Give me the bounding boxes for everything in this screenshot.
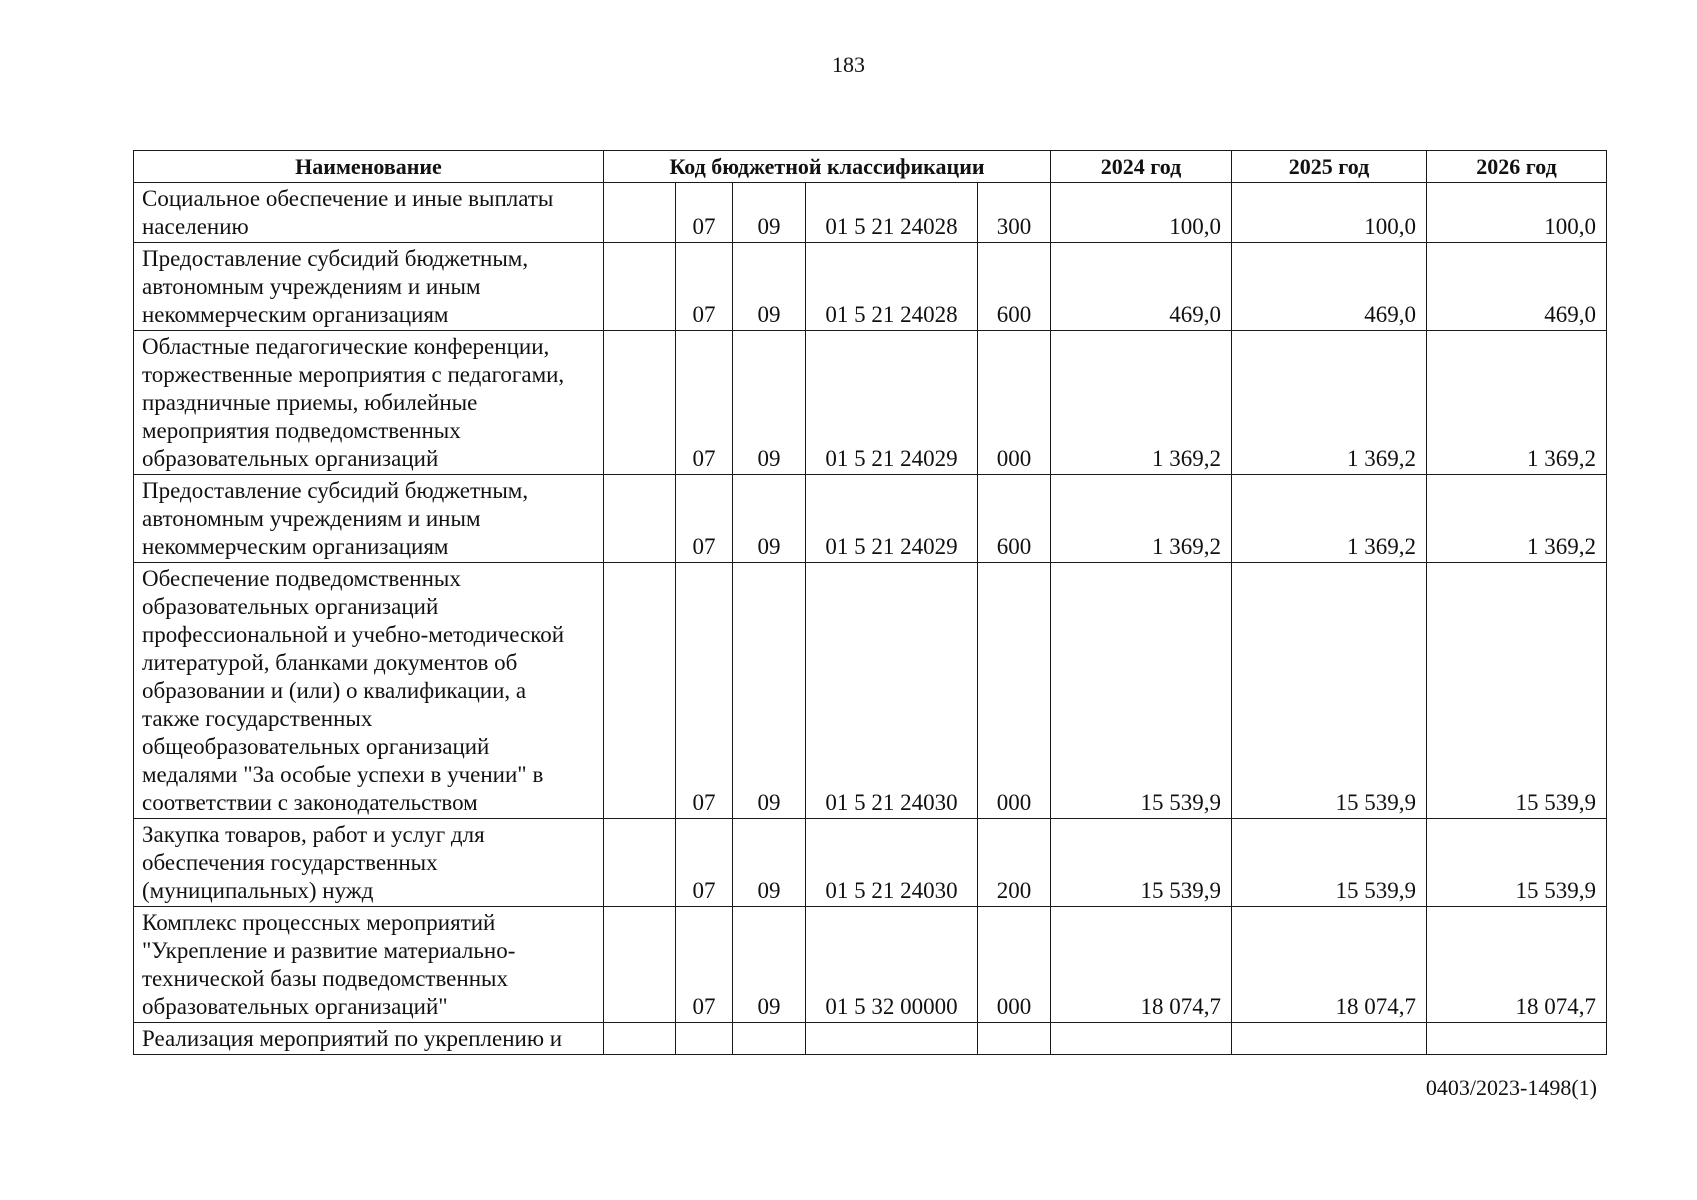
document-code: 0403/2023-1498(1) <box>1425 1075 1597 1100</box>
row-name-line: Реализация мероприятий по укреплению и <box>142 1026 563 1051</box>
row-subsection-code <box>733 1023 806 1055</box>
row-name-line: Предоставление субсидий бюджетным, <box>142 478 529 503</box>
row-name-line: соответствии с законодательством <box>142 790 478 815</box>
row-subsection-code: 09 <box>733 331 806 475</box>
row-value-2024: 469,0 <box>1051 243 1232 331</box>
row-code-spacer <box>604 331 676 475</box>
row-name-line: некоммерческим организациям <box>142 302 449 327</box>
row-subsection-code: 09 <box>733 183 806 243</box>
row-name-line: профессиональной и учебно-методической <box>142 622 565 647</box>
row-name-line: технической базы подведомственных <box>142 966 508 991</box>
row-name-line: общеобразовательных организаций <box>142 734 490 759</box>
row-subsection-code: 09 <box>733 243 806 331</box>
row-code-spacer <box>604 183 676 243</box>
row-value-2025: 469,0 <box>1232 243 1427 331</box>
row-name-line: образовательных организаций <box>142 594 439 619</box>
row-value-2024: 18 074,7 <box>1051 907 1232 1023</box>
row-value-2026: 1 369,2 <box>1427 475 1607 563</box>
row-name-line: Закупка товаров, работ и услуг для <box>142 822 485 847</box>
row-value-2026: 15 539,9 <box>1427 563 1607 819</box>
row-subsection-code: 09 <box>733 563 806 819</box>
row-name <box>134 563 604 819</box>
row-value-2024 <box>1051 1023 1232 1055</box>
row-name <box>134 331 604 475</box>
row-expense-type-code: 000 <box>978 563 1051 819</box>
row-target-article-code: 01 5 21 24030 <box>806 563 978 819</box>
row-subsection-code: 09 <box>733 475 806 563</box>
row-name-line: образовательных организаций" <box>142 994 448 1019</box>
row-code-spacer <box>604 475 676 563</box>
row-value-2025: 15 539,9 <box>1232 819 1427 907</box>
row-name <box>134 475 604 563</box>
row-subsection-code: 09 <box>733 819 806 907</box>
row-target-article-code: 01 5 21 24029 <box>806 331 978 475</box>
row-expense-type-code: 600 <box>978 243 1051 331</box>
row-value-2026: 1 369,2 <box>1427 331 1607 475</box>
row-target-article-code <box>806 1023 978 1055</box>
budget-table <box>133 150 1607 1055</box>
row-name-line: Предоставление субсидий бюджетным, <box>142 246 529 271</box>
row-name-line: торжественные мероприятия с педагогами, <box>142 362 565 387</box>
row-target-article-code: 01 5 21 24030 <box>806 819 978 907</box>
row-name <box>134 1023 604 1055</box>
row-name-line: мероприятия подведомственных <box>142 418 461 443</box>
row-value-2024: 100,0 <box>1051 183 1232 243</box>
row-section-code: 07 <box>676 475 733 563</box>
table-row <box>134 563 1607 819</box>
row-value-2026: 18 074,7 <box>1427 907 1607 1023</box>
table-row <box>134 475 1607 563</box>
row-value-2025: 100,0 <box>1232 183 1427 243</box>
table-row <box>134 1023 1607 1055</box>
row-code-spacer <box>604 907 676 1023</box>
header-year-2025: 2025 год <box>1232 151 1427 183</box>
table-row <box>134 243 1607 331</box>
header-name: Наименование <box>134 151 604 183</box>
table-row <box>134 331 1607 475</box>
row-name-line: некоммерческим организациям <box>142 534 449 559</box>
row-code-spacer <box>604 819 676 907</box>
row-name-line: образовании и (или) о квалификации, а <box>142 678 527 703</box>
row-name-line: литературой, бланками документов об <box>142 650 518 675</box>
row-code-spacer <box>604 243 676 331</box>
row-target-article-code: 01 5 21 24028 <box>806 183 978 243</box>
row-section-code: 07 <box>676 907 733 1023</box>
row-value-2026: 15 539,9 <box>1427 819 1607 907</box>
row-target-article-code: 01 5 21 24028 <box>806 243 978 331</box>
row-value-2025: 1 369,2 <box>1232 331 1427 475</box>
table-row <box>134 907 1607 1023</box>
row-value-2026: 469,0 <box>1427 243 1607 331</box>
table-header-row <box>134 151 1607 183</box>
row-value-2024: 15 539,9 <box>1051 819 1232 907</box>
row-section-code: 07 <box>676 819 733 907</box>
row-section-code: 07 <box>676 331 733 475</box>
row-value-2026 <box>1427 1023 1607 1055</box>
row-value-2024: 1 369,2 <box>1051 475 1232 563</box>
row-section-code: 07 <box>676 563 733 819</box>
row-expense-type-code <box>978 1023 1051 1055</box>
row-name-line: Обеспечение подведомственных <box>142 566 461 591</box>
table-body <box>134 183 1607 1055</box>
page-number: 183 <box>832 52 865 77</box>
row-name-line: автономным учреждениям и иным <box>142 506 481 531</box>
table-row <box>134 819 1607 907</box>
row-expense-type-code: 300 <box>978 183 1051 243</box>
header-budget-code: Код бюджетной классификации <box>604 151 1051 183</box>
row-code-spacer <box>604 1023 676 1055</box>
row-section-code: 07 <box>676 243 733 331</box>
row-name-line: также государственных <box>142 706 373 731</box>
row-name-line: образовательных организаций <box>142 446 439 471</box>
row-value-2024: 15 539,9 <box>1051 563 1232 819</box>
row-name <box>134 907 604 1023</box>
row-name-line: праздничные приемы, юбилейные <box>142 390 478 415</box>
table-row <box>134 183 1607 243</box>
row-name-line: Социальное обеспечение и иные выплаты <box>142 186 554 211</box>
row-expense-type-code: 000 <box>978 331 1051 475</box>
row-value-2025: 15 539,9 <box>1232 563 1427 819</box>
header-year-2026: 2026 год <box>1427 151 1607 183</box>
row-section-code: 07 <box>676 183 733 243</box>
row-name-line: населению <box>142 214 249 239</box>
row-name <box>134 819 604 907</box>
row-expense-type-code: 200 <box>978 819 1051 907</box>
row-expense-type-code: 000 <box>978 907 1051 1023</box>
row-code-spacer <box>604 563 676 819</box>
row-subsection-code: 09 <box>733 907 806 1023</box>
row-value-2025: 1 369,2 <box>1232 475 1427 563</box>
row-name-line: (муниципальных) нужд <box>142 878 374 903</box>
row-name-line: обеспечения государственных <box>142 850 438 875</box>
row-name-line: Областные педагогические конференции, <box>142 334 550 359</box>
row-name-line: медалями "За особые успехи в учении" в <box>142 762 544 787</box>
row-value-2025: 18 074,7 <box>1232 907 1427 1023</box>
row-name <box>134 183 604 243</box>
row-value-2024: 1 369,2 <box>1051 331 1232 475</box>
row-name-line: Комплекс процессных мероприятий <box>142 910 496 935</box>
row-expense-type-code: 600 <box>978 475 1051 563</box>
row-name <box>134 243 604 331</box>
row-target-article-code: 01 5 21 24029 <box>806 475 978 563</box>
row-name-line: "Укрепление и развитие материально- <box>142 938 516 963</box>
row-target-article-code: 01 5 32 00000 <box>806 907 978 1023</box>
row-value-2025 <box>1232 1023 1427 1055</box>
row-value-2026: 100,0 <box>1427 183 1607 243</box>
row-name-line: автономным учреждениям и иным <box>142 274 481 299</box>
row-section-code <box>676 1023 733 1055</box>
header-year-2024: 2024 год <box>1051 151 1232 183</box>
